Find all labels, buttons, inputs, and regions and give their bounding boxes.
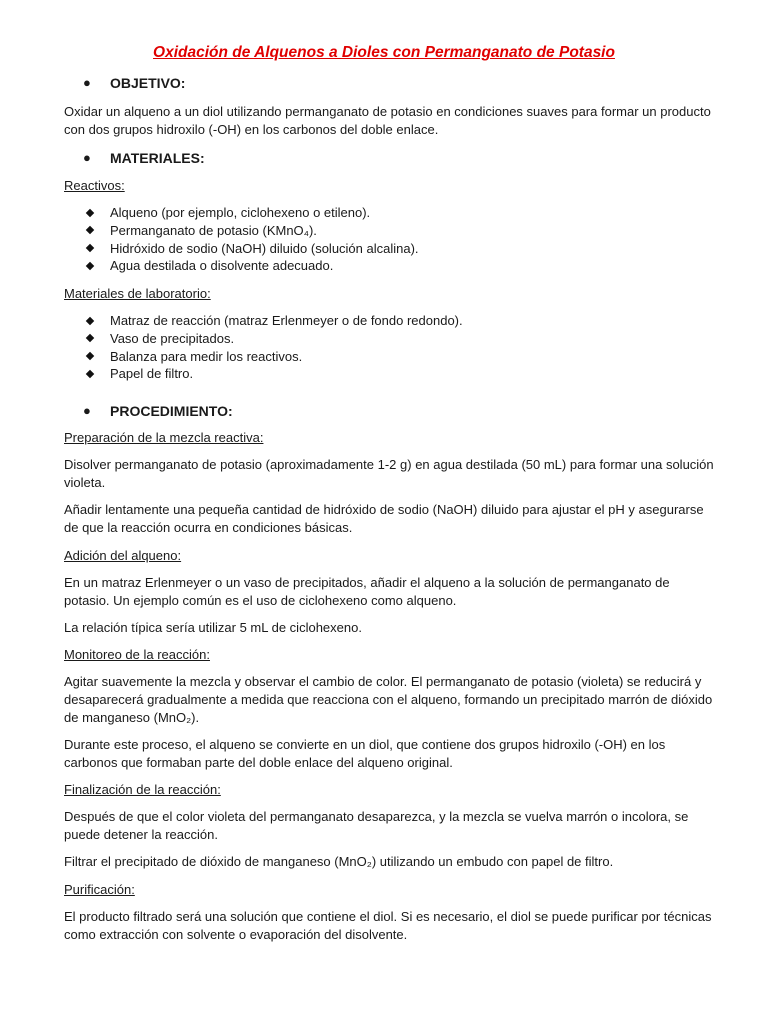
- reactivos-subheading: Reactivos:: [64, 178, 125, 193]
- laboratorio-list: [86, 312, 463, 383]
- list-item: [86, 240, 419, 258]
- finalizacion-paragraph-1: Después de que el color violeta del permanganato desaparezca, y la mezcla se vuelva marrón o incolora, se puede detener la reacción.: [64, 809, 689, 842]
- procedimiento-heading-text: PROCEDIMIENTO:: [110, 403, 233, 419]
- finalizacion-paragraph-2: Filtrar el precipitado de dióxido de manganeso (MnO₂) utilizando un embudo con papel de filtro.: [64, 854, 614, 869]
- list-item: [86, 204, 419, 222]
- monitoreo-paragraph-2: Durante este proceso, el alqueno se convierte en un diol, que contiene dos grupos hidroxilo (-OH) en los carbonos que formaban parte del doble enlace del alqueno original.: [64, 737, 666, 770]
- list-item: [86, 330, 463, 348]
- bullet-icon: ●: [83, 403, 91, 418]
- objetivo-heading-text: OBJETIVO:: [110, 75, 186, 91]
- adicion-paragraph-2: La relación típica sería utilizar 5 mL de ciclohexeno.: [64, 620, 362, 635]
- diamond-bullet-icon: [86, 334, 94, 342]
- preparacion-paragraph-1: Disolver permanganato de potasio (aproximadamente 1-2 g) en agua destilada (50 mL) para formar una solución violeta.: [64, 457, 714, 490]
- diamond-bullet-icon: [86, 226, 94, 234]
- diamond-bullet-icon: [86, 352, 94, 360]
- materiales-heading-text: MATERIALES:: [110, 150, 205, 166]
- diamond-bullet-icon: [86, 208, 94, 216]
- objetivo-paragraph: Oxidar un alqueno a un diol utilizando permanganato de potasio en condiciones suaves para formar un producto con dos grupos hidroxilo (-OH) en los carbonos del doble enlace.: [64, 104, 711, 137]
- bullet-icon: ●: [83, 150, 91, 165]
- diamond-bullet-icon: [86, 244, 94, 252]
- preparacion-paragraph-2: Añadir lentamente una pequeña cantidad de hidróxido de sodio (NaOH) diluido para ajustar el pH y asegurarse de que la reacción ocurra en condiciones básicas.: [64, 502, 704, 535]
- list-item: [86, 222, 419, 240]
- adicion-paragraph-1: En un matraz Erlenmeyer o un vaso de precipitados, añadir el alqueno a la solución de permanganato de potasio. Un ejemplo común es el uso de ciclohexeno como alqueno.: [64, 575, 670, 608]
- laboratorio-subheading: Materiales de laboratorio:: [64, 286, 211, 301]
- list-item-text: Matraz de reacción (matraz Erlenmeyer o de fondo redondo).: [110, 313, 463, 328]
- list-item: [86, 257, 419, 275]
- list-item-text: Vaso de precipitados.: [110, 330, 235, 346]
- adicion-subheading: Adición del alqueno:: [64, 548, 182, 563]
- list-item: [86, 312, 463, 330]
- list-item-text: Balanza para medir los reactivos.: [110, 348, 303, 364]
- monitoreo-subheading: Monitoreo de la reacción:: [64, 647, 210, 662]
- reactivos-list: [86, 204, 419, 275]
- document-title: Oxidación de Alquenos a Dioles con Permanganato de Potasio: [153, 44, 615, 61]
- list-item: [86, 365, 463, 383]
- list-item-text: Permanganato de potasio (KMnO₄).: [110, 222, 317, 238]
- list-item-text: Papel de filtro.: [110, 366, 194, 382]
- diamond-bullet-icon: [86, 262, 94, 270]
- purificacion-subheading: Purificación:: [64, 882, 135, 897]
- list-item-text: Alqueno (por ejemplo, ciclohexeno o etileno).: [110, 205, 371, 220]
- list-item: [86, 348, 463, 366]
- list-item-text: Hidróxido de sodio (NaOH) diluido (solución alcalina).: [110, 240, 419, 256]
- monitoreo-paragraph-1: Agitar suavemente la mezcla y observar el cambio de color. El permanganato de potasio (violeta) se reducirá y desaparecerá gradualmente a medida que reacciona con el alqueno, formando un precipitado marrón de dióxido de manganeso (MnO₂).: [64, 674, 713, 725]
- preparacion-subheading: Preparación de la mezcla reactiva:: [64, 430, 264, 445]
- bullet-icon: ●: [83, 75, 91, 90]
- purificacion-paragraph-1: El producto filtrado será una solución que contiene el diol. Si es necesario, el diol se puede purificar por técnicas como extracción con solvente o evaporación del disolvente.: [64, 909, 712, 942]
- finalizacion-subheading: Finalización de la reacción:: [64, 782, 221, 797]
- list-item-text: Agua destilada o disolvente adecuado.: [110, 258, 334, 274]
- diamond-bullet-icon: [86, 316, 94, 324]
- diamond-bullet-icon: [86, 370, 94, 378]
